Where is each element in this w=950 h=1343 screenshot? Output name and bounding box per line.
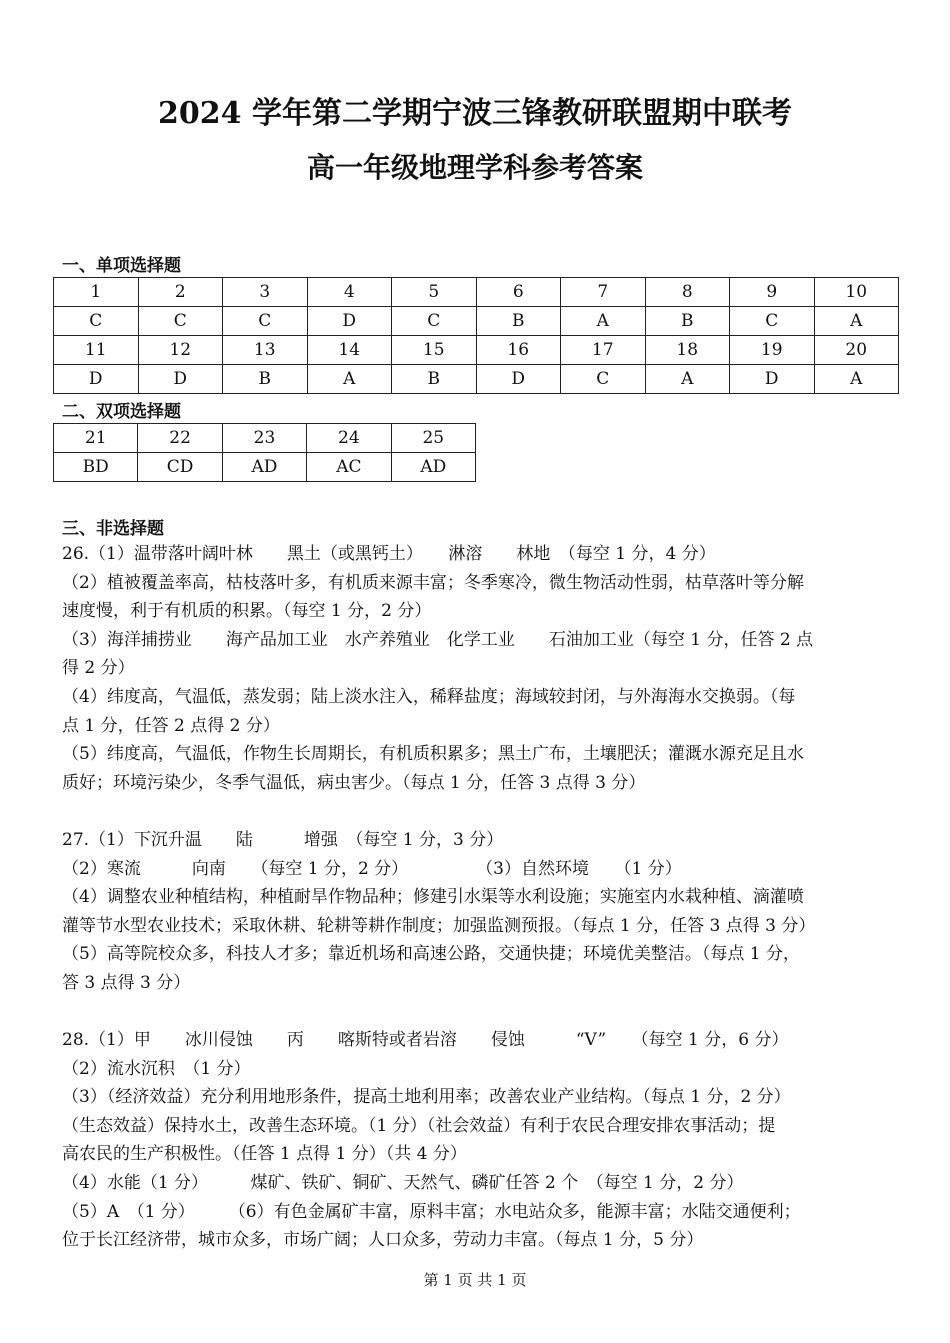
table-cell: 24 [307, 424, 391, 453]
table-cell: 23 [222, 424, 306, 453]
table-cell: 14 [307, 336, 392, 365]
answer-line: （4）水能（1 分） 煤矿、铁矿、铜矿、天然气、磷矿任答 2 个 （每空 1 分，2 分） [62, 1173, 744, 1194]
table-cell: 19 [730, 336, 815, 365]
table-cell: C [561, 365, 646, 394]
table-cell: C [138, 307, 223, 336]
table-cell: 17 [561, 336, 646, 365]
answer-line: （2）寒流 向南 （每空 1 分，2 分） （3）自然环境 （1 分） [62, 858, 682, 879]
spacer [62, 797, 892, 826]
table-cell: 20 [814, 336, 899, 365]
section-heading-double-choice: 二、双项选择题 [62, 402, 181, 422]
table-cell: D [476, 365, 561, 394]
page-subtitle: 高一年级地理学科参考答案 [306, 151, 643, 184]
table-cell: B [645, 307, 730, 336]
answer-line: 28.（1）甲 冰川侵蚀 丙 喀斯特或者岩溶 侵蚀 “V” （每空 1 分，6 分） [62, 1030, 789, 1051]
table-cell: BD [54, 453, 138, 482]
table-row [54, 365, 899, 394]
table-cell: A [645, 365, 730, 394]
table-cell: 3 [223, 278, 308, 307]
table-row [54, 424, 476, 453]
table-cell: 8 [645, 278, 730, 307]
answer-line: （3）（经济效益）充分利用地形条件，提高土地利用率；改善农业产业结构。（每点 1 分，2 分） [62, 1087, 791, 1108]
answer-line: 质好；环境污染少，冬季气温低，病虫害少。（每点 1 分，任答 3 点得 3 分） [62, 772, 646, 793]
table-cell: C [54, 307, 139, 336]
answer-line: （4）调整农业种植结构，种植耐旱作物品种；修建引水渠等水利设施；实施室内水栽种植、滴灌喷 [62, 887, 804, 908]
answer-line: （5）高等院校众多，科技人才多；靠近机场和高速公路，交通快捷；环境优美整洁。（每点 1 分， [62, 944, 800, 965]
table-row [54, 278, 899, 307]
answer-line: （生态效益）保持水土，改善生态环境。（1 分）（社会效益）有利于农民合理安排农事活动；提 [62, 1115, 776, 1136]
answer-line: 位于长江经济带，城市众多，市场广阔；人口众多，劳动力丰富。（每点 1 分，5 分） [62, 1230, 704, 1251]
table-cell: B [392, 365, 477, 394]
answer-line: （2）植被覆盖率高，枯枝落叶多，有机质来源丰富；冬季寒冷，微生物活动性弱，枯草落叶等分解 [62, 572, 804, 593]
table-cell: 16 [476, 336, 561, 365]
non-choice-answers [62, 540, 892, 1255]
table-cell: 4 [307, 278, 392, 307]
table-cell: CD [138, 453, 222, 482]
answer-line: 答 3 点得 3 分） [62, 972, 191, 993]
table-cell: D [138, 365, 223, 394]
table-cell: D [54, 365, 139, 394]
page-footer: 第 1 页 共 1 页 [423, 1271, 527, 1289]
double-choice-answer-table [53, 423, 476, 482]
table-cell: AD [222, 453, 306, 482]
table-cell: A [814, 307, 899, 336]
answer-line: （5）A （1 分） （6）有色金属矿丰富，原料丰富；水电站众多，能源丰富；水陆交通便利； [62, 1201, 801, 1222]
table-cell: 5 [392, 278, 477, 307]
table-cell: 18 [645, 336, 730, 365]
answer-line: （3）海洋捕捞业 海产品加工业 水产养殖业 化学工业 石油加工业（每空 1 分，任答 2 点 [62, 629, 814, 650]
table-cell: AD [391, 453, 475, 482]
table-cell: 13 [223, 336, 308, 365]
table-cell: B [223, 365, 308, 394]
answer-line: 得 2 分） [62, 658, 135, 679]
answer-line: （4）纬度高，气温低，蒸发弱；陆上淡水注入，稀释盐度；海域较封闭，与外海海水交换弱。（每 [62, 686, 796, 707]
table-cell: 15 [392, 336, 477, 365]
table-cell: 25 [391, 424, 475, 453]
answer-line: （5）纬度高，气温低，作物生长周期长，有机质积累多；黑土广布，土壤肥沃；灌溉水源充足且水 [62, 744, 804, 765]
table-cell: C [392, 307, 477, 336]
answer-line: 高农民的生产积极性。（任答 1 点得 1 分）（共 4 分） [62, 1144, 467, 1165]
table-cell: 11 [54, 336, 139, 365]
table-cell: 10 [814, 278, 899, 307]
answer-line: 灌等节水型农业技术；采取休耕、轮耕等耕作制度；加强监测预报。（每点 1 分，任答 3 点得 3 分） [62, 915, 816, 936]
answer-line: 点 1 分，任答 2 点得 2 分） [62, 715, 280, 736]
table-cell: B [476, 307, 561, 336]
table-row [54, 453, 476, 482]
table-cell: 6 [476, 278, 561, 307]
table-cell: C [730, 307, 815, 336]
table-cell: D [730, 365, 815, 394]
table-cell: 1 [54, 278, 139, 307]
table-row [54, 336, 899, 365]
table-cell: 2 [138, 278, 223, 307]
table-cell: 22 [138, 424, 222, 453]
table-row [54, 307, 899, 336]
answer-line: 26.（1）温带落叶阔叶林 黑土（或黑钙土） 淋溶 林地 （每空 1 分，4 分） [62, 544, 716, 564]
table-cell: 7 [561, 278, 646, 307]
answer-line: 27.（1）下沉升温 陆 增强 （每空 1 分，3 分） [62, 829, 504, 850]
table-cell: 9 [730, 278, 815, 307]
table-cell: 21 [54, 424, 138, 453]
table-cell: C [223, 307, 308, 336]
section-heading-non-choice: 三、非选择题 [62, 519, 164, 539]
table-cell: D [307, 307, 392, 336]
table-cell: 12 [138, 336, 223, 365]
spacer [62, 998, 892, 1027]
table-cell: A [307, 365, 392, 394]
table-cell: A [561, 307, 646, 336]
answer-line: （2）流水沉积 （1 分） [62, 1058, 251, 1079]
answer-line: 速度慢，利于有机质的积累。（每空 1 分，2 分） [62, 601, 432, 622]
section-heading-single-choice: 一、单项选择题 [62, 256, 181, 276]
table-cell: A [814, 365, 899, 394]
single-choice-answer-table [53, 277, 899, 394]
page-title: 2024 学年第二学期宁波三锋教研联盟期中联考 [158, 96, 792, 131]
table-cell: AC [307, 453, 391, 482]
